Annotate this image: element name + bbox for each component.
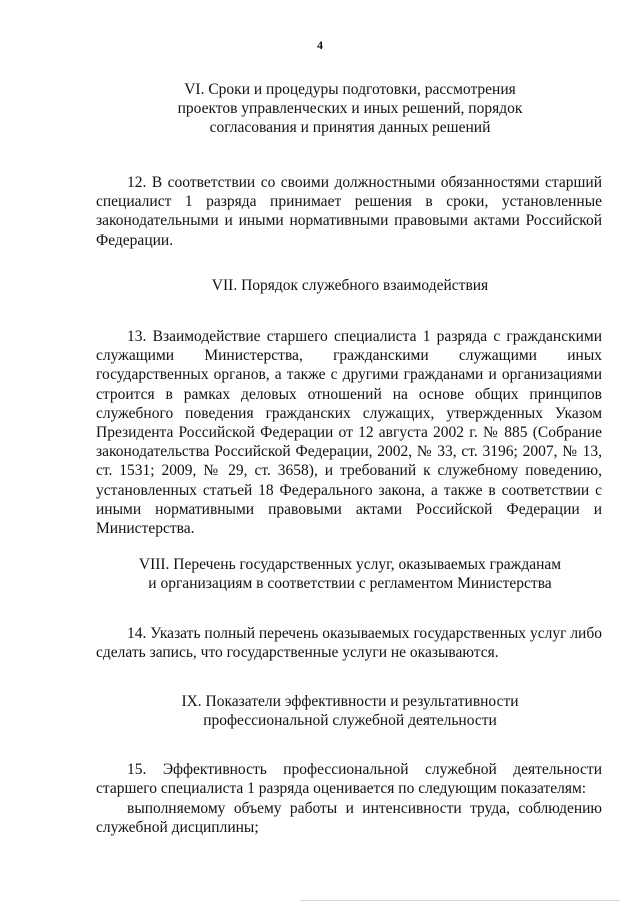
heading-line: и организациям в соответствии с регламентом Министерства — [148, 575, 552, 592]
paragraph-13 — [96, 327, 602, 538]
section-6-heading — [80, 80, 620, 137]
heading-line: профессиональной служебной деятельности — [203, 712, 497, 729]
paragraph-line: законодательства Российской Федерации, 2002, № 33, ст. 3196; 2007, № 13, — [96, 443, 602, 461]
paragraph-line: установленных статьей 18 Федерального закона, а также в соответствии с — [96, 481, 602, 499]
paragraph-line: государственных органов, а также с другими гражданами и организациями — [96, 366, 602, 384]
paragraph-line: 14. Указать полный перечень оказываемых государственных услуг либо — [127, 625, 602, 642]
heading-line: согласования и принятия данных решений — [209, 119, 491, 136]
paragraph-12 — [96, 173, 602, 250]
paragraph-line: 13. Взаимодействие старшего специалиста 1 разряда с гражданскими — [127, 328, 602, 345]
scan-edge-mark — [300, 900, 620, 901]
paragraph-line: 12. В соответствии со своими должностными обязанностями старший — [127, 174, 602, 191]
paragraph-line: сделать запись, что государственные услуги не оказываются. — [96, 644, 499, 662]
paragraph-line: старшего специалиста 1 разряда оценивается по следующим показателям: — [96, 780, 587, 798]
paragraph-line: Президента Российской Федерации от 12 августа 2002 г. № 885 (Собрание — [96, 424, 602, 442]
paragraph-15-indicator — [96, 799, 602, 837]
paragraph-line: иными нормативными правовыми актами Российской Федерации и — [96, 500, 602, 518]
heading-line: проектов управленческих и иных решений, порядок — [177, 100, 523, 117]
heading-line: IX. Показатели эффективности и результативности — [181, 693, 519, 710]
paragraph-line: служебного поведения гражданских служащих, утвержденных Указом — [96, 404, 602, 422]
paragraph-line: служащими Министерства, гражданскими служащими иных — [96, 347, 602, 365]
paragraph-line: Федерации. — [96, 231, 174, 249]
heading-line: VII. Порядок служебного взаимодействия — [211, 277, 489, 294]
page-number: 4 — [317, 38, 323, 52]
section-7-heading — [80, 276, 620, 295]
paragraph-14 — [96, 624, 602, 662]
paragraph-line: выполняемому объему работы и интенсивности труда, соблюдению — [127, 800, 602, 817]
paragraph-line: законодательными и иными нормативными правовыми актами Российской — [96, 212, 602, 230]
heading-line: VIII. Перечень государственных услуг, оказываемых гражданам — [138, 556, 562, 573]
paragraph-line: служебной дисциплины; — [96, 819, 259, 837]
paragraph-line: ст. 1531; 2009, № 29, ст. 3658), и требований к служебному поведению, — [96, 462, 602, 480]
heading-line: VI. Сроки и процедуры подготовки, рассмотрения — [184, 81, 516, 98]
paragraph-line: Министерства. — [96, 520, 195, 538]
section-8-heading — [80, 555, 620, 593]
paragraph-15 — [96, 760, 602, 798]
paragraph-line: 15. Эффективность профессиональной служебной деятельности — [127, 761, 602, 778]
paragraph-line: строится в рамках деловых отношений на основе общих принципов — [96, 385, 602, 403]
paragraph-line: специалист 1 разряда принимает решения в сроки, установленные — [96, 193, 602, 211]
section-9-heading — [80, 692, 620, 730]
